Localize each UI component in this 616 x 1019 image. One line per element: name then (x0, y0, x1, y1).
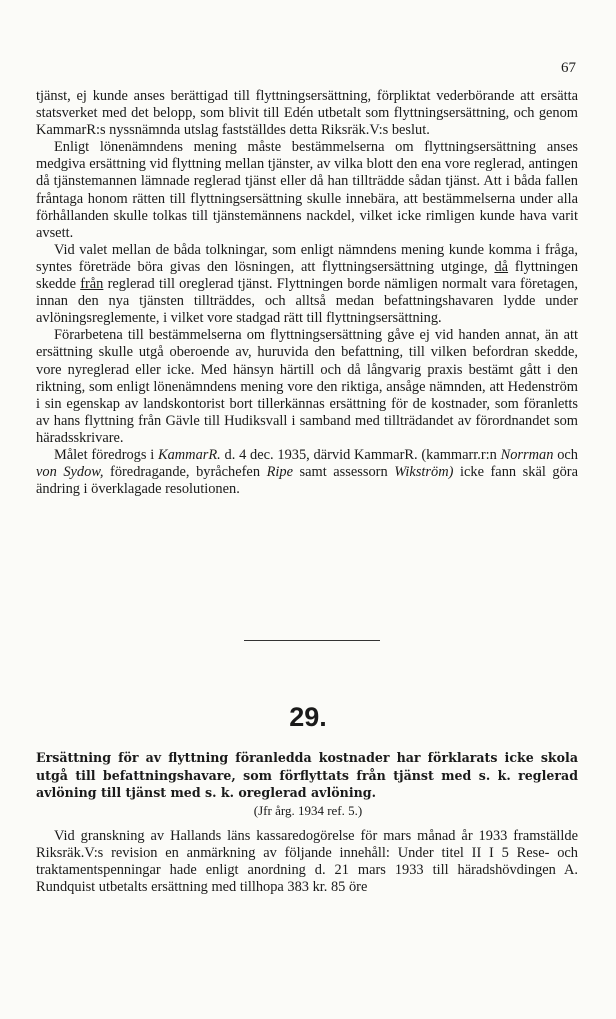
italic-person-name: Norrman (500, 446, 554, 463)
italic-person-name: Ripe (266, 464, 293, 481)
text-run: föredragande, byråchefen (110, 464, 261, 481)
case-number: 29. (289, 702, 327, 732)
case-text (36, 828, 578, 896)
paragraph: Vid granskning av Hallands läns kassaredogörelse för mars månad år 1933 framställde Riksräk.V:s revision en anmärkning av följande innehåll: Under titel II I 5 Rese- och traktamentspenningar hade enligt anordning d. 21 mars 1933 till häradshövdingen A. Rundquist utbetalts ersättning med tillhopa 383 kr. 85 öre (36, 828, 578, 896)
italic-person-name: Wikström) (394, 464, 454, 481)
text-run: Målet föredrogs i (54, 446, 155, 463)
section-divider (244, 640, 380, 641)
paragraph: Förarbetena till bestämmelserna om flyttningsersättning gåve ej vid handen annat, än att ersättning skulle utgå oberoende av, huruvida den befattning, till vilken befordran skedde, vore nyreglerad eller icke. Med hänsyn härtill och då långvarig praxis bestämt gått i den riktning, som enligt lönenämndens mening vore den riktiga, ansåge nämnden, att Hedenström i sin egenskap av landskontorist bort tillerkännas ersättning för de kostnader, som föranletts av hans flyttning från Gävle till Hudiksvall i samband med tillträdandet av förordnandet som häradsskrivare. (36, 327, 578, 446)
underlined-word: från (80, 276, 104, 293)
text-run: flyttningen skedde (36, 258, 579, 293)
page-number: 67 (561, 60, 576, 76)
text-run: icke fann skäl göra ändring i överklagade resolutionen. (36, 464, 578, 498)
main-text (36, 88, 578, 498)
paragraph: tjänst, ej kunde anses berättigad till flyttningsersättning, förpliktat vederbörande att ersätta statsverket med det belopp, som blivit till Edén utbetalt som flyttningsersättning, och genom KammarR:s nyssnämnda utslag fastställdes detta Riksräk.V:s beslut. (36, 88, 578, 139)
paragraph (36, 447, 578, 498)
case-reference: (Jfr årg. 1934 ref. 5.) (253, 803, 363, 818)
paragraph: Enligt lönenämndens mening måste bestämmelserna om flyttningsersättning anses medgiva ersättning vid flyttning mellan tjänster, av vilka blott den ena vore reglerad, antingen då tjänstemannen lämnade reglerad tjänst eller då han tillträdde sådan tjänst. Att i båda fallen fråntaga honom rätten till flyttningsersättning skulle innebära, att bestämmelserna under alla förhållanden skulle tolkas till tjänstemännens nackdel, vilket icke rimligen kunde hava varit avsett. (36, 139, 578, 241)
paragraph (36, 242, 578, 327)
italic-court-name: KammarR. (158, 446, 221, 463)
case-heading: Ersättning för av flyttning föranledda kostnader har förklarats icke skola utgå till befattningshavare, som förflyttats från tjänst med s. k. reglerad avlöning till tjänst med s. k. oreglerad avlöning. (36, 750, 578, 800)
text-run: Vid valet mellan de båda tolkningar, som enligt nämndens mening kunde komma i fråga, syntes företräde böra givas den lösningen, att flyttningsersättning utginge, (36, 241, 578, 275)
text-run: och (557, 446, 578, 463)
text-run: reglerad till oreglerad tjänst. Flyttningen borde nämligen normalt vara företagen, innan den nya tjänsten tillträddes, och alltså medan befattningshavaren lydde under avlöningsreglemente, i vilket vore stadgad rätt till flyttningsersättning. (36, 276, 578, 327)
text-run: samt assessorn (299, 464, 388, 481)
underlined-word: då (494, 258, 509, 275)
italic-person-name: von Sydow, (36, 464, 104, 481)
text-run: d. 4 dec. 1935, därvid KammarR. (kammarr.r:n (224, 446, 497, 463)
